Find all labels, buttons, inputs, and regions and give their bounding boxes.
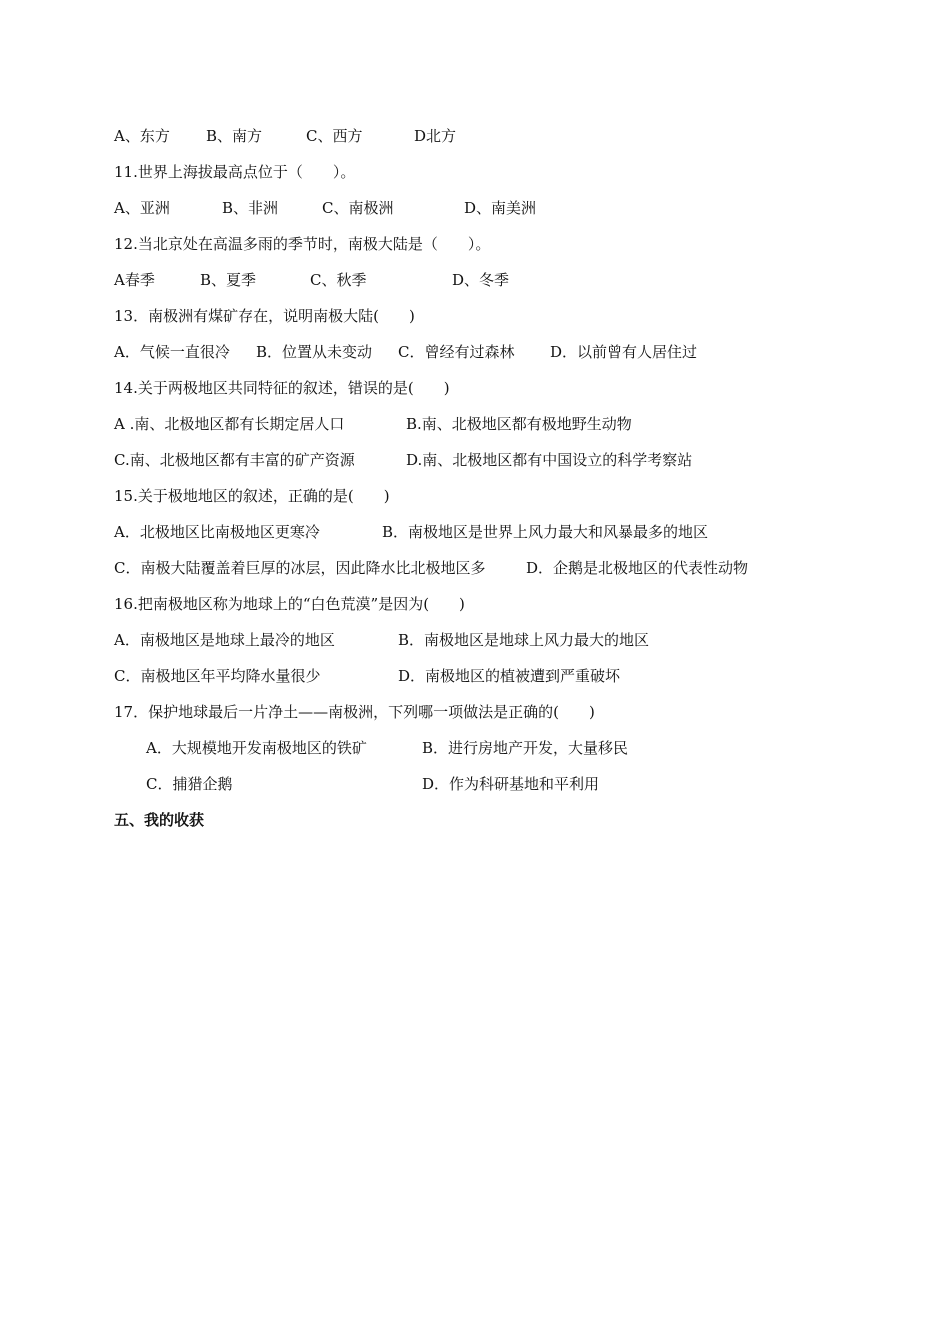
q15-option-a: A．北极地区比南极地区更寒冷 xyxy=(114,523,320,541)
section-heading: 五、我的收获 xyxy=(114,811,205,829)
q12-stem: 12.当北京处在高温多雨的季节时，南极大陆是（ ）。 xyxy=(114,235,491,253)
q11-option-d: D、南美洲 xyxy=(464,199,537,217)
q15-option-d: D．企鹅是北极地区的代表性动物 xyxy=(526,559,749,577)
q10-option-d: D北方 xyxy=(414,127,457,145)
q12-option-c: C、秋季 xyxy=(310,271,367,289)
q13-option-a: A．气候一直很冷 xyxy=(114,343,230,361)
q17-option-d: D．作为科研基地和平利用 xyxy=(422,775,600,793)
q10-option-b: B、南方 xyxy=(206,127,263,145)
q12-option-a: A春季 xyxy=(114,271,155,289)
q13-option-d: D．以前曾有人居住过 xyxy=(550,343,698,361)
q14-option-a: A .南、北极地区都有长期定居人口 xyxy=(114,415,345,433)
q11-stem: 11.世界上海拔最高点位于（ ）。 xyxy=(114,163,356,181)
q13-option-c: C．曾经有过森林 xyxy=(398,343,515,361)
q14-option-b: B.南、北极地区都有极地野生动物 xyxy=(406,415,632,433)
q17-option-c: C．捕猎企鹅 xyxy=(146,775,233,793)
q10-option-a: A、东方 xyxy=(114,127,170,145)
q15-option-c: C．南极大陆覆盖着巨厚的冰层，因此降水比北极地区多 xyxy=(114,559,486,577)
q11-option-c: C、南极洲 xyxy=(322,199,394,217)
q16-option-d: D．南极地区的植被遭到严重破坏 xyxy=(398,667,621,685)
q14-option-d: D.南、北极地区都有中国设立的科学考察站 xyxy=(406,451,693,469)
q12-option-b: B、夏季 xyxy=(200,271,257,289)
q16-option-b: B．南极地区是地球上风力最大的地区 xyxy=(398,631,650,649)
q14-stem: 14.关于两极地区共同特征的叙述，错误的是( ) xyxy=(114,379,450,397)
q17-option-a: A．大规模地开发南极地区的铁矿 xyxy=(146,739,367,757)
q16-stem: 16.把南极地区称为地球上的“白色荒漠”是因为( ) xyxy=(114,595,465,613)
q12-option-d: D、冬季 xyxy=(452,271,510,289)
q11-option-b: B、非洲 xyxy=(222,199,279,217)
q14-option-c: C.南、北极地区都有丰富的矿产资源 xyxy=(114,451,355,469)
q17-stem: 17．保护地球最后一片净土——南极洲，下列哪一项做法是正确的( ) xyxy=(114,703,595,721)
q10-option-c: C、西方 xyxy=(306,127,363,145)
q11-option-a: A、亚洲 xyxy=(114,199,170,217)
q17-option-b: B．进行房地产开发，大量移民 xyxy=(422,739,629,757)
q15-option-b: B．南极地区是世界上风力最大和风暴最多的地区 xyxy=(382,523,709,541)
q13-option-b: B．位置从未变动 xyxy=(256,343,373,361)
q16-option-a: A．南极地区是地球上最冷的地区 xyxy=(114,631,335,649)
q13-stem: 13．南极洲有煤矿存在，说明南极大陆( ) xyxy=(114,307,415,325)
q15-stem: 15.关于极地地区的叙述，正确的是( ) xyxy=(114,487,390,505)
q16-option-c: C．南极地区年平均降水量很少 xyxy=(114,667,321,685)
